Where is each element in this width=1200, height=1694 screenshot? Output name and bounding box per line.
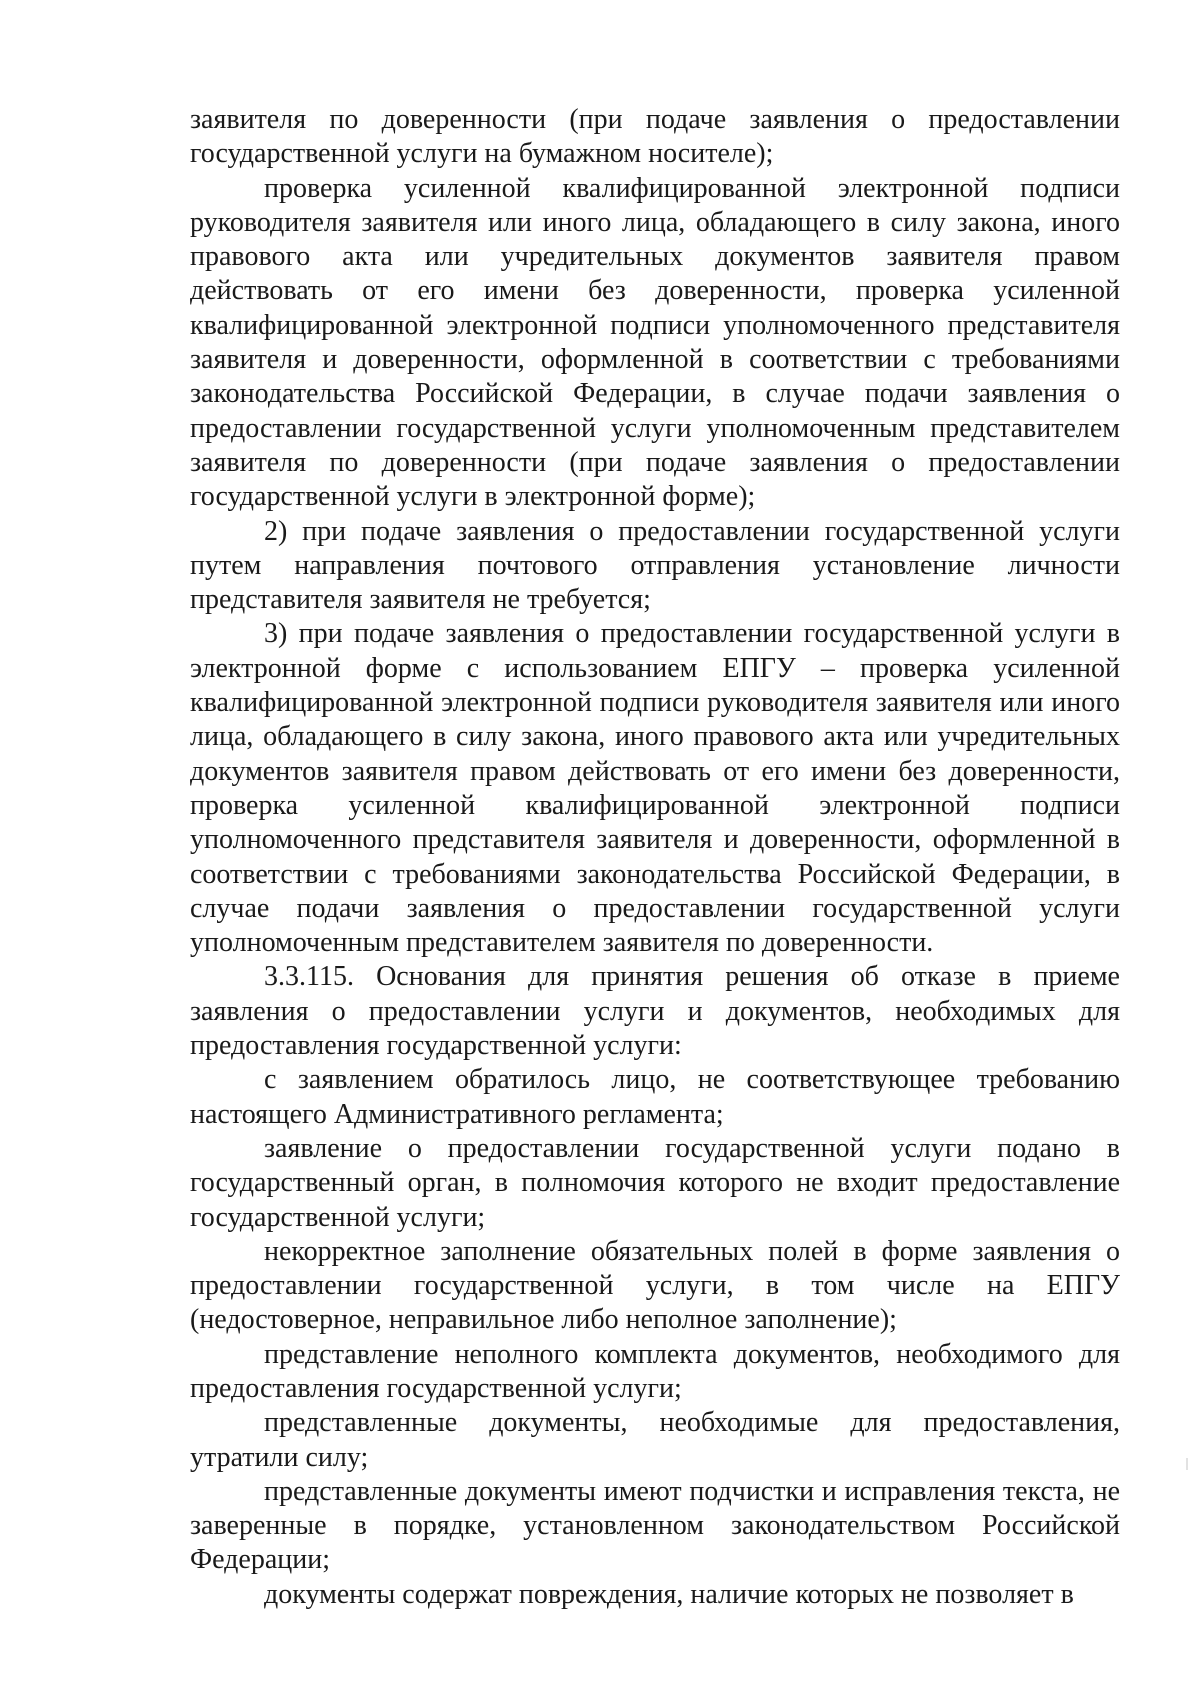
paragraph-ground-3: некорректное заполнение обязательных полей в форме заявления о предоставлении государственной услуги, в том числе на ЕПГУ (недостоверное, неправильное либо неполное заполнение);: [190, 1235, 1120, 1336]
paragraph-signature-verification: проверка усиленной квалифицированной электронной подписи руководителя заявителя или иного лица, обладающего в силу закона, иного правового акта или учредительных документов заявителя правом действовать от его имени без доверенности, проверка усиленной квалифицированной электронной подписи уполномоченного представителя заявителя и доверенности, оформленной в соответствии с требованиями законодательства Российской Федерации, в случае подачи заявления о предоставлении государственной услуги уполномоченным представителем заявителя по доверенности (при подаче заявления о предоставлении государственной услуги в электронной форме);: [190, 172, 1120, 513]
document-body: [190, 103, 1120, 1612]
paragraph-ground-7: документы содержат повреждения, наличие которых не позволяет в: [264, 1578, 1074, 1610]
paragraph-section-3-3-115: 3.3.115. Основания для принятия решения об отказе в приеме заявления о предоставлении услуги и документов, необходимых для предоставления государственной услуги:: [190, 961, 1120, 1062]
paragraph-ground-1: с заявлением обратилось лицо, не соответствующее требованию настоящего Административного регламента;: [190, 1064, 1120, 1130]
paragraph-item-3: 3) при подаче заявления о предоставлении государственной услуги в электронной форме с использованием ЕПГУ – проверка усиленной квалифицированной электронной подписи руководителя заявителя или иного лица, обладающего в силу закона, иного правового акта или учредительных документов заявителя правом действовать от его имени без доверенности, проверка усиленной квалифицированной электронной подписи уполномоченного представителя заявителя и доверенности, оформленной в соответствии с требованиями законодательства Российской Федерации, в случае подачи заявления о предоставлении государственной услуги уполномоченным представителем заявителя по доверенности.: [190, 618, 1120, 959]
paragraph-continuation: заявителя по доверенности (при подаче заявления о предоставлении государственной услуги на бумажном носителе);: [190, 104, 1120, 170]
paragraph-ground-5: представленные документы, необходимые для предоставления, утратили силу;: [190, 1407, 1120, 1473]
paragraph-ground-4: представление неполного комплекта документов, необходимого для предоставления государственной услуги;: [190, 1338, 1120, 1404]
paragraph-ground-2: заявление о предоставлении государственной услуги подано в государственный орган, в полномочия которого не входит предоставление государственной услуги;: [190, 1132, 1120, 1233]
scan-artifact: [1186, 1458, 1188, 1470]
paragraph-item-2: 2) при подаче заявления о предоставлении государственной услуги путем направления почтового отправления установление личности представителя заявителя не требуется;: [190, 515, 1120, 616]
paragraph-ground-6: представленные документы имеют подчистки и исправления текста, не заверенные в порядке, установленном законодательством Российской Федерации;: [190, 1475, 1120, 1576]
